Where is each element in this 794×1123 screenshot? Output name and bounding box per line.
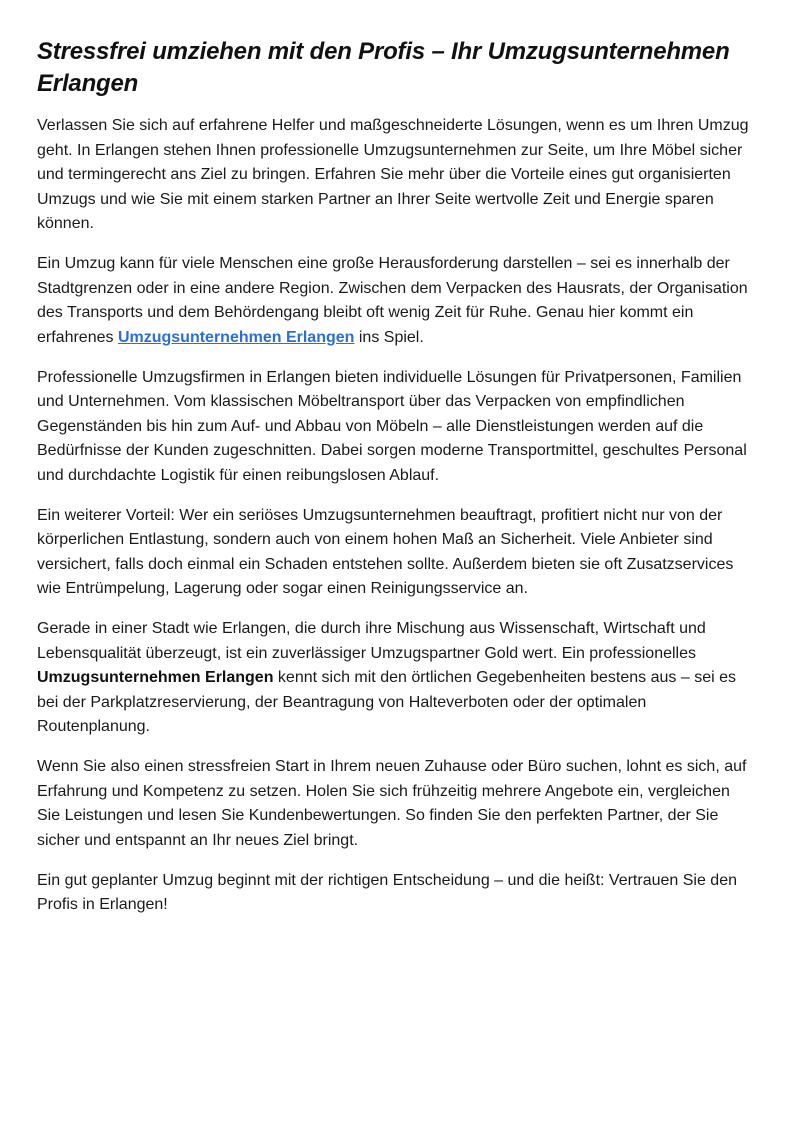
paragraph-intro: Verlassen Sie sich auf erfahrene Helfer und maßgeschneiderte Lösungen, wenn es um Ihren Umzug geht. In Erlangen stehen Ihnen professionelle Umzugsunternehmen zur Seite, um Ihre Möbel sicher und termingerecht ans Ziel zu bringen. Erfahren Sie mehr über die Vorteile eines gut organisierten Umzugs und wie Sie mit einem starken Partner an Ihrer Seite wertvolle Zeit und Energie sparen können. <box>37 117 749 232</box>
page-title: Stressfrei umziehen mit den Profis – Ihr Umzugsunternehmen Erlangen <box>37 38 730 97</box>
paragraph-challenge <box>37 252 757 350</box>
paragraph-advantages: Ein weiterer Vorteil: Wer ein seriöses Umzugsunternehmen beauftragt, profitiert nicht nur von der körperlichen Entlastung, sondern auch von einem hohen Maß an Sicherheit. Viele Anbieter sind versichert, falls doch einmal ein Schaden entstehen sollte. Außerdem bieten sie oft Zusatzservices wie Entrümpelung, Lagerung oder sogar einen Reinigungsservice an. <box>37 506 734 597</box>
paragraph-challenge-text-before: Ein Umzug kann für viele Menschen eine große Herausforderung darstellen – sei es innerhalb der Stadtgrenzen oder in eine andere Region. Zwischen dem Verpacken des Hausrats, der Organisation des Transports und dem Behördengang bleibt oft wenig Zeit für Ruhe. Genau hier kommt ein erfahrenes <box>37 255 748 346</box>
paragraph-local-text-before: Gerade in einer Stadt wie Erlangen, die durch ihre Mischung aus Wissenschaft, Wirtschaft und Lebensqualität überzeugt, ist ein zuverlässiger Umzugspartner Gold wert. Ein professionelles <box>37 620 706 662</box>
umzugsunternehmen-erlangen-link[interactable]: Umzugsunternehmen Erlangen <box>117 328 355 346</box>
paragraph-local-text-after: kennt sich mit den örtlichen Gegebenheiten bestens aus – sei es bei der Parkplatzreservierung, der Beantragung von Halteverboten oder der optimalen Routenplanung. <box>37 669 736 735</box>
paragraph-challenge-text-after: ins Spiel. <box>354 328 424 346</box>
paragraph-local-knowledge <box>37 617 757 740</box>
paragraph-conclusion: Ein gut geplanter Umzug beginnt mit der richtigen Entscheidung – und die heißt: Vertrauen Sie den Profis in Erlangen! <box>37 871 737 913</box>
bold-company-name: Umzugsunternehmen Erlangen <box>37 669 274 686</box>
paragraph-recommendation: Wenn Sie also einen stressfreien Start in Ihrem neuen Zuhause oder Büro suchen, lohnt es sich, auf Erfahrung und Kompetenz zu setzen. Holen Sie sich frühzeitig mehrere Angebote ein, vergleichen Sie Leistungen und lesen Sie Kundenbewertungen. So finden Sie den perfekten Partner, der Sie sicher und entspannt an Ihr neues Ziel bringt. <box>37 758 747 849</box>
paragraph-services: Professionelle Umzugsfirmen in Erlangen bieten individuelle Lösungen für Privatpersonen, Familien und Unternehmen. Vom klassischen Möbeltransport über das Verpacken von empfindlichen Gegenständen bis hin zum Auf- und Abbau von Möbeln – alle Dienstleistungen werden auf die Bedürfnisse der Kunden zugeschnitten. Dabei sorgen moderne Transportmittel, geschultes Personal und durchdachte Logistik für einen reibungslosen Ablauf. <box>37 368 747 484</box>
